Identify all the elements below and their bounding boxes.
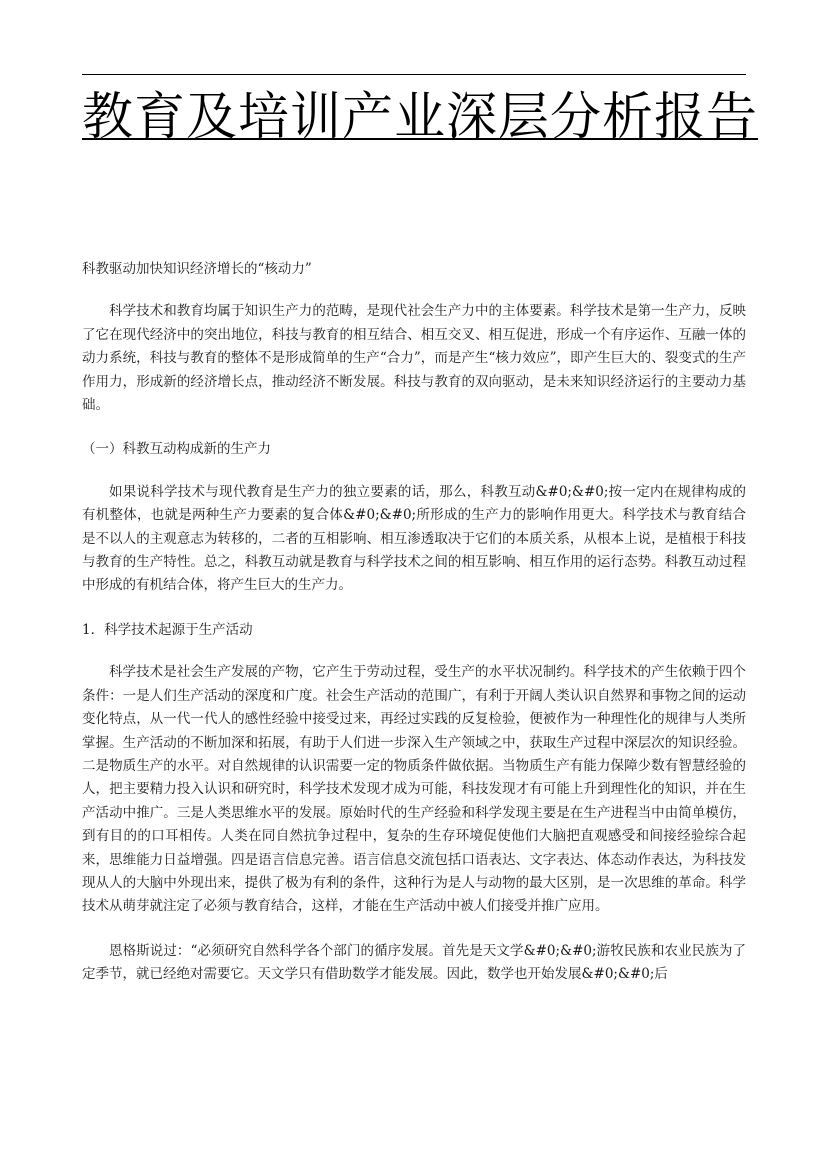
paragraph-origin: 科学技术是社会生产发展的产物，它产生于劳动过程，受生产的水平状况制约。科学技术的产生依赖于四个条件：一是人们生产活动的深度和广度。社会生产活动的范围广，有利于开阔人类认识自然界和事物之间的运动变化特点，从一代一代人的感性经验中接受过来，再经过实践的反复检验，便被作为一种理性化的规律与人类所掌握。生产活动的不断加深和拓展，有助于人们进一步深入生产领域之中，获取生产过程中深层次的知识经验。二是物质生产的水平。对自然规律的认识需要一定的物质条件做依据。当物质生产有能力保障少数有智慧经验的人，把主要精力投入认识和研究时，科学技术发现才成为可能，科技发现才有可能上升到理性化的知识，并在生产活动中推广。三是人类思维水平的发展。原始时代的生产经验和科学发现主要是在生产进程当中由简单模仿，到有目的的口耳相传。人类在同自然抗争过程中，复杂的生存环境促使他们大脑把直观感受和间接经验综合起来，思维能力日益增强。四是语言信息完善。语言信息交流包括口语表达、文字表达、体态动作表达，为科技发现从人的大脑中外现出来，提供了极为有利的条件，这种行为是人与动物的最大区别，是一次思维的革命。科学技术从萌芽就注定了必须与教育结合，这样，才能在生产活动中被人们接受并推广应用。	[82, 664, 746, 915]
spacer	[82, 598, 746, 619]
spacer	[82, 919, 746, 940]
paragraph-productivity: 如果说科学技术与现代教育是生产力的独立要素的话，那么，科教互动&#0;&#0;按一定内在规律构成的有机整体，也就是两种生产力要素的复合体&#0;&#0;所形成的生产力的影响作用更大。科学技术与教育结合是不以人的主观意志为转移的，二者的互相影响、相互渗透取决于它们的本质关系，从根本上说，是植根于科技与教育的生产特性。总之，科教互动就是教育与科学技术之间的相互影响、相互作用的运行态势。科教互动过程中形成的有机结合体，将产生巨大的生产力。	[82, 483, 746, 594]
section-heading-core-power: 科教驱动加快知识经济增长的“核动力”	[82, 261, 312, 277]
spacer	[82, 462, 746, 481]
spacer	[82, 417, 746, 438]
spacer	[82, 642, 746, 661]
section-heading-productivity: （一）科教互动构成新的生产力	[82, 441, 271, 458]
document-title: 教育及培训产业深层分析报告	[82, 88, 759, 147]
paragraph-core-power: 科学技术和教育均属于知识生产力的范畴，是现代社会生产力中的主体要素。科学技术是第一生产力，反映了它在现代经济中的突出地位，科技与教育的相互结合、相互交叉、相互促进，形成一个有序运作、互融一体的动力系统，科技与教育的整体不是形成简单的生产“合力”，而是产生“核力效应”，即产生巨大的、裂变式的生产作用力，形成新的经济增长点，推动经济不断发展。科技与教育的双向驱动，是未来知识经济运行的主要动力基础。	[82, 303, 746, 414]
document-body	[82, 258, 746, 987]
section-heading-origin: 1．科学技术起源于生产活动	[82, 621, 253, 638]
header-rule	[82, 74, 746, 75]
paragraph-engels-quote: 恩格斯说过：“必须研究自然科学各个部门的循序发展。首先是天文学&#0;&#0;游牧民族和农业民族为了定季节，就已经绝对需要它。天文学只有借助数学才能发展。因此，数学也开始发展&#0;&#0;后	[82, 942, 746, 983]
spacer	[82, 281, 746, 300]
